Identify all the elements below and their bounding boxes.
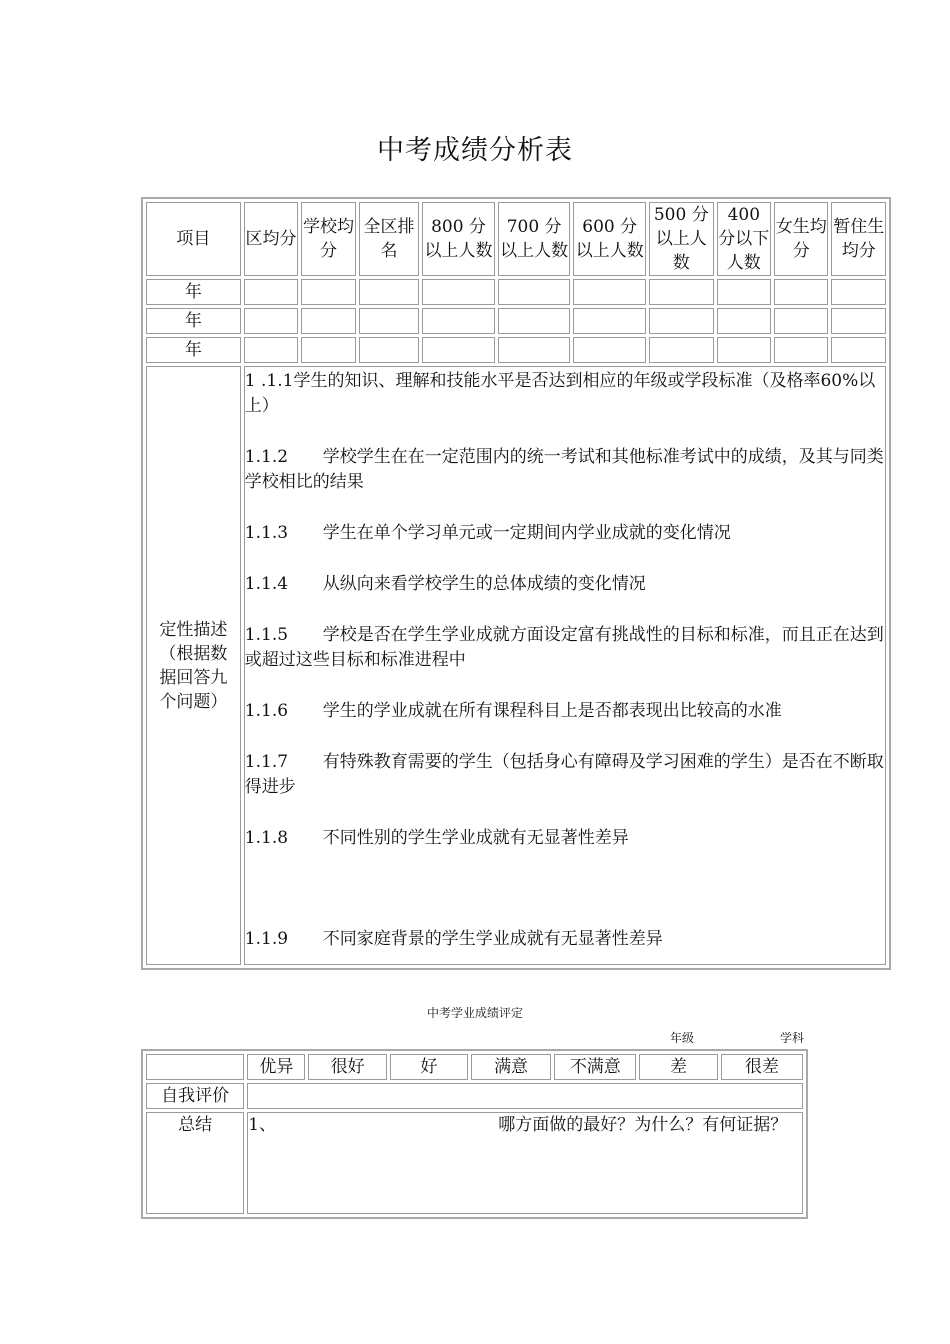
self-eval-label: 自我评价 [146,1083,244,1109]
year-label: 年 [146,279,241,305]
question-item [245,623,885,673]
year-label: 年 [146,308,241,334]
summary-field[interactable] [247,1112,803,1214]
header-600-count: 600 分以上人数 [573,202,646,276]
question-number: 1.1.5 [244,625,289,645]
year-label: 年 [146,337,241,363]
question-text: 有特殊教育需要的学生（包括身心有障碍及学习困难的学生）是否在不断取得进步 [244,752,884,797]
question-item [245,369,885,419]
self-eval-row [146,1083,803,1109]
summary-row [146,1112,803,1214]
rating-very-good: 很好 [308,1054,386,1080]
question-text: 不同家庭背景的学生学业成就有无显著性差异 [322,929,663,949]
question-text: 学生在单个学习单元或一定期间内学业成就的变化情况 [322,523,731,543]
question-item [245,572,885,597]
header-district-avg: 区均分 [244,202,298,276]
question-number: 1.1.6 [244,701,289,721]
question-text: 学生的知识、理解和技能水平是否达到相应的年级或学段标准（及格率60%以上） [244,371,876,416]
question-number: 1.1.8 [244,828,289,848]
evaluation-subtitle: 中考学业成绩评定 [426,1006,523,1020]
question-item [245,699,885,724]
self-eval-field[interactable] [247,1083,803,1109]
summary-number: 1、 [248,1115,277,1135]
summary-label: 总结 [146,1112,244,1214]
question-number: 1 .1.1 [244,371,294,391]
rating-unsatisfied: 不满意 [554,1054,636,1080]
evaluation-table [141,1049,808,1219]
page-title: 中考成绩分析表 [377,135,573,166]
rating-excellent: 优异 [247,1054,305,1080]
question-item [245,445,885,495]
question-text: 学校学生在在一定范围内的统一考试和其他标准考试中的成绩，及其与同类学校相比的结果 [244,447,884,492]
question-item [245,927,885,952]
question-text: 学校是否在学生学业成就方面设定富有挑战性的目标和标准，而且正在达到或超过这些目标和标准进程中 [244,625,884,670]
question-text: 从纵向来看学校学生的总体成绩的变化情况 [322,574,646,594]
question-text: 不同性别的学生学业成就有无显著性差异 [322,828,629,848]
question-text: 学生的学业成就在所有课程科目上是否都表现出比较高的水准 [322,701,782,721]
summary-question: 哪方面做的最好？为什么？有何证据？ [498,1115,788,1135]
year-row [146,337,886,363]
header-800-count: 800 分以上人数 [422,202,495,276]
header-500-count: 500 分以上人数 [649,202,714,276]
grade-label: 年级 [670,1031,695,1045]
question-item [245,750,885,800]
header-row [146,202,886,276]
question-item [245,521,885,546]
qualitative-questions [244,366,886,965]
question-number: 1.1.4 [244,574,289,594]
rating-satisfied: 满意 [471,1054,551,1080]
question-item [245,826,885,851]
header-school-avg: 学校均分 [301,202,355,276]
rating-good: 好 [390,1054,468,1080]
header-item: 项目 [146,202,241,276]
header-temp-resident-avg: 暂住生均分 [831,202,886,276]
question-number: 1.1.7 [244,752,289,772]
rating-very-poor: 很差 [721,1054,803,1080]
header-district-rank: 全区排名 [359,202,420,276]
year-row [146,279,886,305]
rating-row [146,1054,803,1080]
rating-poor: 差 [639,1054,717,1080]
header-female-avg: 女生均分 [774,202,828,276]
subject-label: 学科 [780,1031,805,1045]
header-700-count: 700 分以上人数 [498,202,571,276]
qualitative-label: 定性描述（根据数据回答九个问题） [146,366,241,965]
qualitative-row [146,366,886,965]
year-row [146,308,886,334]
score-analysis-table [141,197,891,970]
header-below-400-count: 400 分以下人数 [717,202,771,276]
question-number: 1.1.3 [244,523,289,543]
question-number: 1.1.9 [244,929,289,949]
question-number: 1.1.2 [244,447,289,467]
